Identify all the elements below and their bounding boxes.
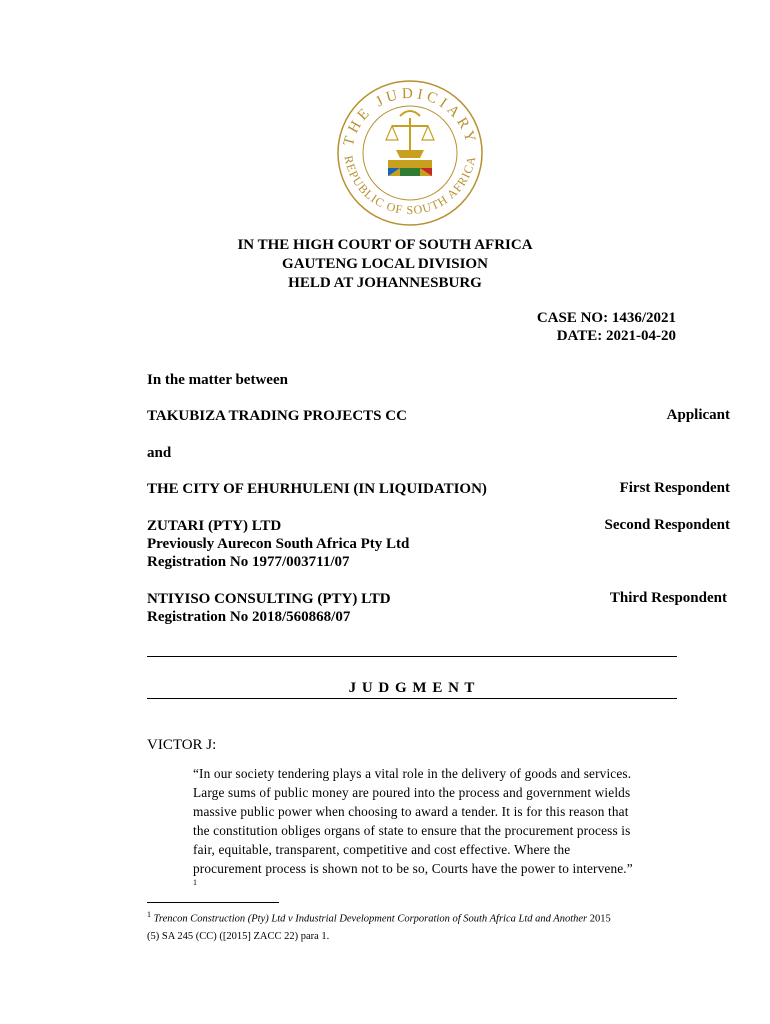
quote-line: massive public power when choosing to award a tender. It is for this reason that (193, 804, 629, 819)
party-second-respondent-name: ZUTARI (PTY) LTD (147, 518, 282, 534)
party-first-respondent-role: First Respondent (619, 480, 730, 496)
footnote-reference[interactable]: 1 (193, 878, 198, 887)
party-first-respondent-name: THE CITY OF EHURHULENI (IN LIQUIDATION) (147, 481, 487, 497)
footnote-year: 2015 (587, 913, 611, 925)
quote-line: “In our society tendering plays a vital role in the delivery of goods and services. (193, 766, 632, 781)
case-number: CASE NO: 1436/2021 (536, 310, 676, 326)
header-line-3: HELD AT JOHANNESBURG (288, 275, 482, 291)
judge-name: VICTOR J: (147, 737, 217, 753)
matter-intro: In the matter between (147, 372, 288, 388)
party-third-respondent-role: Third Respondent (609, 590, 727, 606)
scales-of-justice-icon (386, 111, 434, 176)
party-second-respondent (147, 517, 409, 571)
party-second-respondent-role: Second Respondent (604, 517, 730, 533)
case-date: DATE: 2021-04-20 (556, 328, 676, 344)
party-third-respondent (147, 590, 391, 626)
quote-line: procurement process is shown not to be so, Courts have the power to intervene.” (193, 861, 633, 876)
footnote (147, 906, 687, 945)
quote-line: the constitution obliges organs of state to ensure that the procurement process is (193, 823, 631, 838)
seal-bottom-text: REPUBLIC OF SOUTH AFRICA (341, 154, 479, 218)
quote-line: Large sums of public money are poured into the process and government wields (193, 785, 631, 800)
party-third-respondent-name: NTIYISO CONSULTING (PTY) LTD (147, 591, 391, 607)
divider-top (147, 656, 677, 657)
header-line-1: IN THE HIGH COURT OF SOUTH AFRICA (237, 237, 533, 253)
case-info (537, 309, 676, 345)
party-third-respondent-registration: Registration No 2018/560868/07 (147, 609, 351, 625)
party-second-respondent-registration: Registration No 1977/003711/07 (147, 554, 350, 570)
party-applicant-name: TAKUBIZA TRADING PROJECTS CC (147, 408, 407, 424)
quote-line: fair, equitable, transparent, competitive and cost effective. Where the (193, 842, 571, 857)
footnote-case-citation: Trencon Construction (Pty) Ltd v Industrial Development Corporation of South Africa Ltd and Another (153, 913, 588, 925)
footnote-separator (147, 902, 279, 903)
party-applicant-role: Applicant (666, 407, 730, 423)
judgment-title: J U D G M E N T (348, 680, 476, 696)
footnote-number: 1 (147, 910, 151, 919)
footnote-reference-line: (5) SA 245 (CC) ([2015] ZACC 22) para 1. (147, 930, 330, 942)
quoted-passage (193, 764, 676, 888)
party-second-respondent-former-name: Previously Aurecon South Africa Pty Ltd (147, 536, 410, 552)
and-separator: and (147, 445, 172, 461)
court-name (0, 236, 770, 293)
header-line-2: GAUTENG LOCAL DIVISION (282, 256, 488, 272)
divider-bottom (147, 698, 677, 699)
seal-top-text: THE JUDICIARY (340, 85, 480, 148)
judiciary-seal (330, 78, 490, 228)
